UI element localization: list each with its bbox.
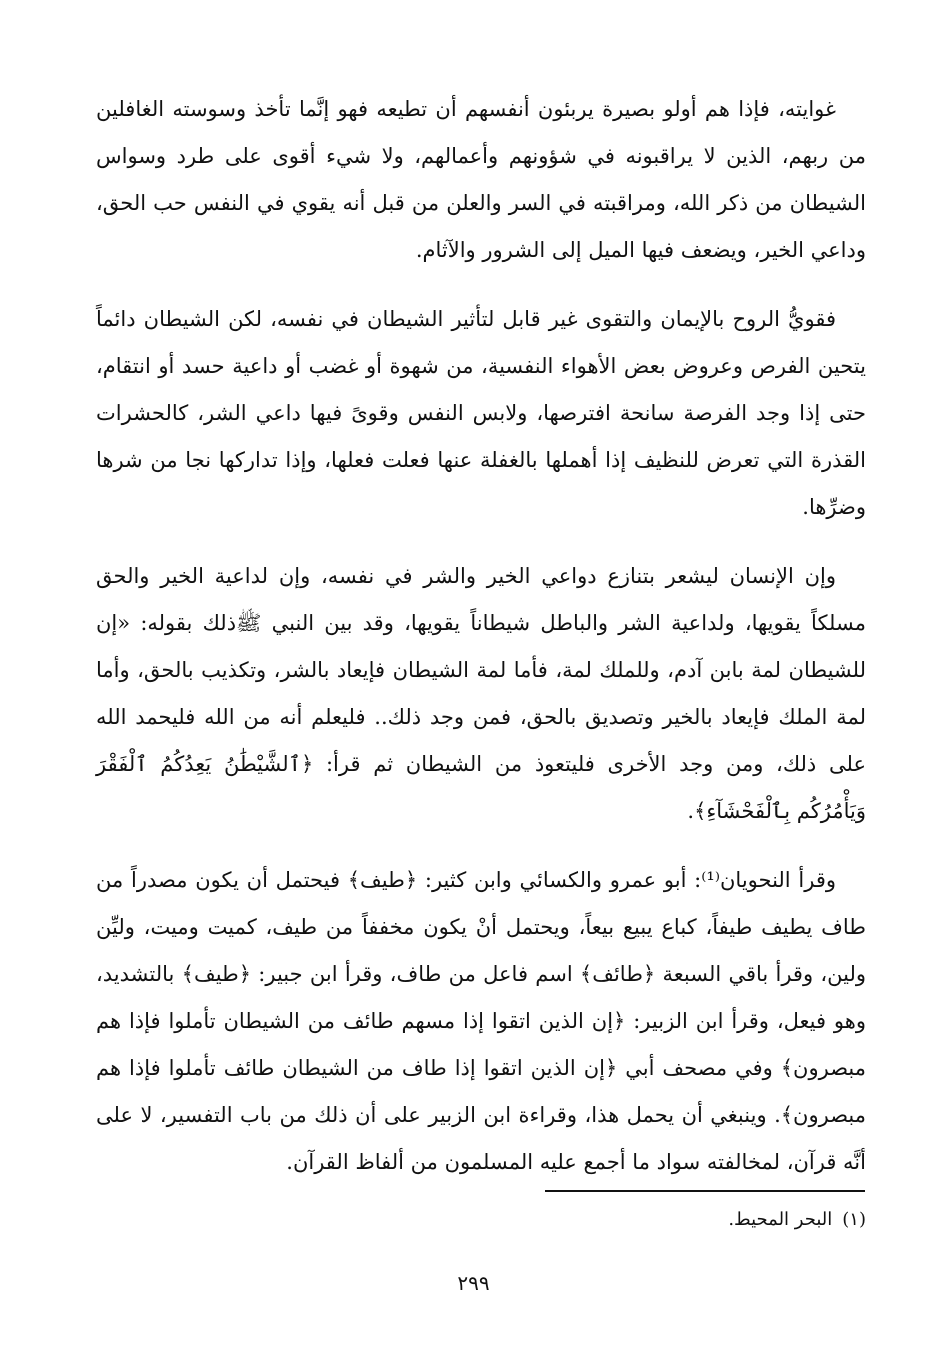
paragraph-4: وقرأ النحويان⁽¹⁾: أبو عمرو والكسائي وابن كثير: ﴿طيف﴾ فيحتمل أن يكون مصدراً من طاف يطيف طيفاً، كباع يبيع بيعاً، ويحتمل أنْ يكون مخففاً من طيف، كميت وميت، وليِّن ولين، وقرأ باقي السبعة ﴿طائف﴾ اسم فاعل من طاف، وقرأ ابن جبير: ﴿طيف﴾ بالتشديد، وهو فيعل، وقرأ ابن الزبير: ﴿إن الذين اتقوا إذا مسهم طائف من الشيطان تأملوا فإذا هم مبصرون﴾ وفي مصحف أبي ﴿إن الذين اتقوا إذا طاف من الشيطان طائف تأملوا فإذا هم مبصرون﴾. وينبغي أن يحمل هذا، وقراءة ابن الزبير على أن ذلك من باب التفسير، لا على أنَّه قرآن، لمخالفته سواد ما أجمع عليه المسلمون من ألفاظ القرآن. bbox=[96, 868, 866, 1174]
footnote-divider bbox=[545, 1190, 865, 1192]
footnote bbox=[96, 1205, 866, 1235]
footnote-number: (١) bbox=[842, 1209, 866, 1230]
paragraph-2: فقويُّ الروح بالإيمان والتقوى غير قابل لتأثير الشيطان في نفسه، لكن الشيطان دائماً يتحين الفرص وعروض بعض الأهواء النفسية، من شهوة أو غضب أو داعية حسد أو انتقام، حتى إذا وجد الفرصة سانحة افترصها، ولابس النفس وقوىً فيها داعي الشر، كالحشرات القذرة التي تعرض للنظيف إذا أهملها بالغفلة عنها فعلت فعلها، وإذا تداركها نجا من شرها وضرِّها. bbox=[96, 307, 866, 519]
page-number: ٢٩٩ bbox=[457, 1271, 490, 1295]
footnote-text: البحر المحيط. bbox=[728, 1209, 833, 1230]
main-text bbox=[96, 86, 866, 1208]
paragraph-3: وإن الإنسان ليشعر بتنازع دواعي الخير والشر في نفسه، وإن لداعية الخير والحق مسلكاً يقويها، ولداعية الشر والباطل شيطاناً يقويها، وقد بين النبي ﷺذلك بقوله: «إن للشيطان لمة بابن آدم، وللملك لمة، فأما لمة الشيطان فإيعاد بالشر، وتكذيب بالحق، وأما لمة الملك فإيعاد بالخير وتصديق بالحق، فمن وجد ذلك.. فليعلم أنه من الله فليحمد الله على ذلك، ومن وجد الأخرى فليتعوذ من الشيطان ثم قرأ: ﴿ٱلشَّيْطَٰنُ يَعِدُكُمُ ٱلْفَقْرَ وَيَأْمُرُكُم بِٱلْفَحْشَآءِ﴾. bbox=[96, 564, 866, 823]
paragraph-1: غوايته، فإذا هم أولو بصيرة يربئون أنفسهم أن تطيعه فهو إنَّما تأخذ وسوسته الغافلين من ربهم، الذين لا يراقبونه في شؤونهم وأعمالهم، ولا شيء أقوى على طرد وسواس الشيطان من ذكر الله، ومراقبته في السر والعلن من قبل أنه يقوي في النفس حب الحق، وداعي الخير، ويضعف فيها الميل إلى الشرور والآثام. bbox=[96, 97, 866, 262]
